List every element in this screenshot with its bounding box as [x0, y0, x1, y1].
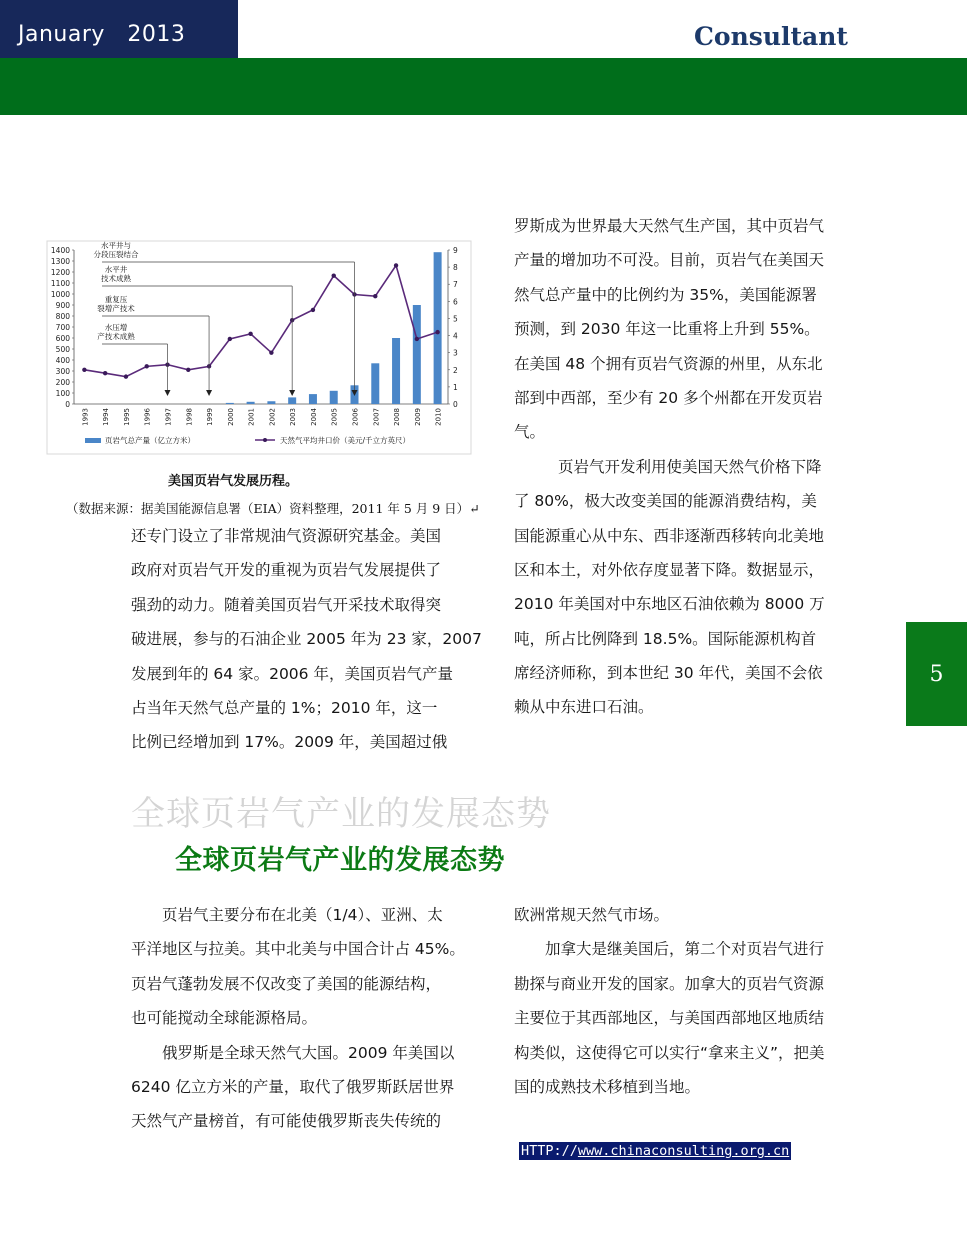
chart-annotation: 裂增产技术 — [97, 304, 135, 313]
chart-annotation: 产技术成熟 — [97, 332, 135, 341]
text-line: 主要位于其西部地区，与美国西部地区地质结 — [514, 1009, 825, 1028]
chart-annotation: 技术成熟 — [101, 274, 131, 283]
text-line: 页岩气蓬勃发展不仅改变了美国的能源结构， — [131, 974, 442, 993]
right-tick-label: 7 — [453, 280, 458, 290]
bar-2003 — [288, 397, 296, 404]
chart-caption: 美国页岩气发展历程。 — [168, 474, 299, 489]
header-green-band — [0, 58, 967, 115]
text-line: 6240 亿立方米的产量，取代了俄罗斯跃居世界 — [131, 1077, 455, 1096]
x-tick-label: 1993 — [81, 408, 90, 426]
chart-annotation: 水平井与 — [101, 241, 131, 250]
text-column-4 — [514, 898, 859, 1104]
bar-2004 — [309, 394, 317, 404]
right-tick-label: 5 — [453, 314, 458, 324]
section-title-shadow: 全球页岩气产业的发展态势 — [131, 794, 551, 834]
price-point-2009 — [415, 337, 419, 341]
text-line: 罗斯成为世界最大天然气生产国，其中页岩气 — [514, 217, 825, 235]
left-tick-label: 0 — [65, 400, 70, 409]
left-tick-label: 1200 — [50, 268, 70, 277]
chart-source-note: （数据来源：据美国能源信息署（EIA）资料整理，2011 年 5 月 9 日）↵ — [66, 501, 480, 516]
text-line: 赖从中东进口石油。 — [514, 698, 654, 717]
left-tick-label: 200 — [55, 378, 70, 387]
price-point-1995 — [124, 374, 128, 378]
x-tick-label: 2010 — [434, 408, 443, 426]
price-point-2005 — [332, 273, 336, 277]
x-tick-label: 2004 — [309, 408, 318, 426]
price-point-2004 — [311, 308, 315, 312]
price-point-2002 — [269, 350, 273, 354]
legend-bar-swatch — [85, 438, 101, 443]
text-line: 页岩气开发利用使美国天然气价格下降 — [558, 457, 822, 476]
text-line: 区和本土，对外依存度显著下降。数据显示， — [514, 560, 825, 579]
price-point-1993 — [82, 368, 86, 372]
text-line: 产量的增加功不可没。目前，页岩气在美国天 — [514, 251, 825, 270]
text-line: 席经济师称，到本世纪 30 年代，美国不会依 — [514, 664, 823, 683]
issue-date: January 2013 — [18, 22, 186, 47]
bar-2002 — [267, 401, 275, 404]
price-point-2008 — [394, 263, 398, 267]
price-point-1998 — [186, 368, 190, 372]
price-point-1994 — [103, 371, 107, 375]
chart-annotation: 水平井 — [104, 265, 128, 274]
x-tick-label: 2001 — [247, 408, 256, 426]
text-line: 加拿大是继美国后，第二个对页岩气进行 — [545, 940, 825, 959]
bar-2001 — [247, 402, 255, 404]
text-line: 气。 — [514, 423, 546, 442]
url-link-text[interactable]: www.chinaconsulting.org.cn — [577, 1143, 790, 1159]
left-tick-label: 500 — [55, 345, 70, 354]
text-column-1 — [131, 519, 482, 760]
right-tick-label: 4 — [453, 331, 458, 341]
right-tick-label: 8 — [453, 263, 458, 273]
price-point-2007 — [373, 294, 377, 298]
text-line: 政府对页岩气开发的重视为页岩气发展提供了 — [131, 561, 442, 580]
text-line: 预测，到 2030 年这一比重将上升到 55%。 — [514, 320, 820, 339]
url-prefix: HTTP:// — [521, 1143, 578, 1159]
x-tick-label: 2006 — [351, 408, 360, 426]
bar-2009 — [413, 305, 421, 404]
chart-annotation: 水压增 — [104, 323, 128, 332]
x-tick-label: 1998 — [185, 408, 194, 426]
text-line: 也可能搅动全球能源格局。 — [131, 1009, 318, 1028]
bar-2008 — [392, 338, 400, 404]
price-point-2010 — [435, 330, 439, 334]
text-line: 国的成熟技术移植到当地。 — [514, 1077, 701, 1096]
text-line: 破进展，参与的石油企业 2005 年为 23 家，2007 — [131, 630, 482, 649]
bar-2010 — [434, 252, 442, 404]
section-title: 全球页岩气产业的发展态势 — [175, 845, 505, 876]
text-column-2 — [514, 209, 859, 725]
text-line: 部到中西部，至少有 20 多个州都在开发页岩 — [514, 388, 823, 407]
bar-2000 — [226, 403, 234, 404]
right-tick-label: 0 — [453, 400, 458, 409]
text-line: 还专门设立了非常规油气资源研究基金。美国 — [131, 527, 442, 545]
left-tick-label: 600 — [55, 334, 70, 343]
left-tick-label: 400 — [55, 356, 70, 365]
price-point-2001 — [248, 332, 252, 336]
bar-2005 — [330, 391, 338, 404]
chart-annotation: 分段压裂结合 — [93, 250, 139, 259]
x-tick-label: 2008 — [393, 408, 402, 426]
text-column-3 — [131, 898, 476, 1139]
text-line: 国能源重心从中东、西非逐渐西移转向北美地 — [514, 526, 825, 545]
legend-line-marker — [263, 438, 267, 442]
x-tick-label: 2007 — [372, 408, 381, 426]
x-tick-label: 2003 — [289, 408, 298, 426]
brand-title: Consultant — [694, 22, 848, 51]
bar-2007 — [371, 363, 379, 404]
text-line: 构类似，这使得它可以实行“拿来主义”，把美 — [514, 1043, 825, 1062]
right-tick-label: 9 — [453, 246, 458, 255]
left-tick-label: 900 — [55, 301, 70, 310]
text-line: 比例已经增加到 17%。2009 年，美国超过俄 — [131, 733, 448, 752]
text-line: 吨，所占比例降到 18.5%。国际能源机构首 — [514, 629, 817, 648]
shale-gas-chart — [30, 238, 473, 458]
right-tick-label: 1 — [453, 382, 458, 392]
page-number-tab — [906, 622, 967, 726]
right-tick-label: 3 — [453, 348, 458, 358]
x-tick-label: 2005 — [330, 408, 339, 426]
x-tick-label: 1995 — [122, 408, 131, 426]
text-line: 天然气产量榜首，有可能使俄罗斯丧失传统的 — [131, 1112, 442, 1131]
left-tick-label: 1100 — [50, 279, 70, 288]
x-tick-label: 1994 — [102, 408, 111, 426]
chart-annotation: 重复压 — [104, 295, 128, 304]
right-tick-label: 6 — [453, 297, 458, 307]
left-tick-label: 800 — [55, 312, 70, 321]
x-tick-label: 1999 — [206, 408, 215, 426]
x-tick-label: 2009 — [413, 408, 422, 426]
x-tick-label: 1997 — [164, 408, 173, 426]
left-tick-label: 700 — [55, 323, 70, 332]
x-tick-label: 1996 — [143, 408, 152, 426]
text-line: 平洋地区与拉美。其中北美与中国合计占 45%。 — [131, 940, 465, 959]
text-line: 勘探与商业开发的国家。加拿大的页岩气资源 — [514, 974, 825, 993]
left-tick-label: 300 — [55, 367, 70, 376]
text-line: 俄罗斯是全球天然气大国。2009 年美国以 — [162, 1043, 455, 1062]
website-link[interactable] — [519, 1142, 791, 1160]
text-line: 然气总产量中的比例约为 35%，美国能源署 — [514, 285, 817, 304]
left-tick-label: 100 — [55, 389, 70, 398]
text-line: 2010 年美国对中东地区石油依赖为 8000 万 — [514, 595, 825, 614]
x-tick-label: 2000 — [226, 408, 235, 426]
text-line: 页岩气主要分布在北美（1/4）、亚洲、太 — [162, 906, 443, 924]
text-line: 发展到年的 64 家。2006 年，美国页岩气产量 — [131, 664, 453, 683]
left-tick-label: 1400 — [50, 246, 70, 255]
text-line: 在美国 48 个拥有页岩气资源的州里，从东北 — [514, 354, 823, 373]
price-point-1996 — [145, 364, 149, 368]
right-tick-label: 2 — [453, 365, 458, 375]
text-line: 欧洲常规天然气市场。 — [514, 906, 670, 924]
text-line: 强劲的动力。随着美国页岩气开采技术取得突 — [131, 595, 442, 614]
page-number: 5 — [929, 661, 944, 687]
price-point-2000 — [228, 337, 232, 341]
text-line: 了 80%，极大改变美国的能源消费结构，美 — [514, 492, 817, 511]
legend-bar-label: 页岩气总产量（亿立方米） — [105, 436, 195, 445]
left-tick-label: 1000 — [50, 290, 70, 299]
text-line: 占当年天然气总产量的 1%；2010 年，这一 — [131, 698, 438, 717]
x-tick-label: 2002 — [268, 408, 277, 426]
legend-line-label: 天然气平均井口价（美元/千立方英尺） — [280, 436, 411, 445]
left-tick-label: 1300 — [50, 257, 70, 266]
